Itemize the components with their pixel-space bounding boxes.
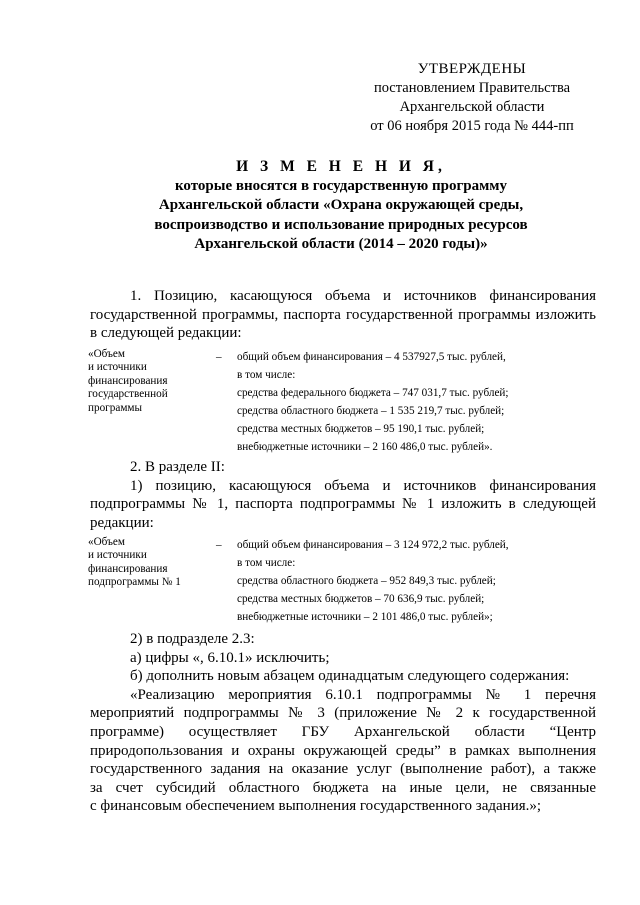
value-line: средства местных бюджетов – 70 636,9 тыс. рублей;: [237, 593, 485, 605]
financing-label: [88, 536, 188, 590]
label-line: и источники: [88, 361, 147, 374]
quote-line: с финансовым обеспечением выполнения государственного задания.»;: [90, 798, 542, 815]
financing-values: [237, 536, 597, 626]
quote-line: мероприятий подпрограммы № 3 (приложение № 2 к государственной: [90, 705, 596, 722]
label-line: программы: [88, 401, 142, 414]
dash-separator: –: [216, 539, 222, 551]
approval-line: постановлением Правительства: [373, 80, 571, 96]
title-line: воспроизводство и использование природных ресурсов: [154, 216, 528, 233]
paragraph-line: а) цифры «, 6.10.1» исключить;: [130, 649, 330, 666]
value-line: внебюджетные источники – 2 160 486,0 тыс. рублей».: [237, 441, 493, 453]
value-line: общий объем финансирования – 3 124 972,2 тыс. рублей,: [237, 539, 509, 551]
dash-separator: –: [216, 351, 222, 363]
paragraph-line: в следующей редакции:: [90, 325, 242, 342]
approval-heading: УТВЕРЖДЕНЫ: [417, 61, 527, 77]
title-main: И З М Е Н Е Н И Я,: [236, 158, 446, 175]
quote-line: «Реализацию мероприятия 6.10.1 подпрограммы № 1 перечня: [130, 686, 596, 703]
value-line: средства областного бюджета – 952 849,3 тыс. рублей;: [237, 575, 496, 587]
value-line: средства местных бюджетов – 95 190,1 тыс. рублей;: [237, 423, 485, 435]
label-line: финансирования: [88, 562, 168, 575]
label-line: финансирования: [88, 374, 168, 387]
title-line: Архангельской области «Охрана окружающей среды,: [158, 197, 524, 213]
document-title: [90, 157, 592, 255]
financing-block-2: [88, 536, 596, 628]
approval-line: от 06 ноября 2015 года № 444-пп: [370, 118, 574, 134]
item-1-paragraph: [90, 287, 596, 343]
value-line: в том числе:: [237, 557, 296, 569]
value-line: средства областного бюджета – 1 535 219,7 тыс. рублей;: [237, 405, 505, 417]
title-line: Архангельской области (2014 – 2020 годы)»: [194, 236, 488, 252]
label-line: «Объем: [88, 348, 125, 360]
financing-block-1: [88, 348, 596, 458]
paragraph-line: 2) в подразделе 2.3:: [130, 631, 255, 647]
paragraph-line: подпрограммы № 1, паспорта подпрограммы № 1 изложить в следующей: [90, 496, 596, 513]
financing-values: [237, 348, 597, 456]
paragraph-line: государственной программы, паспорта государственной программы изложить: [90, 306, 596, 323]
item-2-paragraph: [90, 458, 596, 532]
approval-line: Архангельской области: [399, 99, 545, 115]
label-line: и источники: [88, 549, 147, 562]
quote-line: программе) осуществляет ГБУ Архангельской области “Центр: [90, 723, 596, 740]
value-line: в том числе:: [237, 369, 296, 381]
paragraph-line: б) дополнить новым абзацем одинадцатым следующего содержания:: [130, 668, 570, 685]
value-line: средства федерального бюджета – 747 031,7 тыс. рублей;: [237, 387, 509, 399]
paragraph-line: 1. Позицию, касающуюся объема и источников финансирования: [130, 288, 596, 304]
quote-line: государственного задания на оказание услуг (выполнение работ), а также: [90, 761, 596, 778]
label-line: государственной: [88, 388, 168, 401]
value-line: внебюджетные источники – 2 101 486,0 тыс. рублей»;: [237, 611, 493, 623]
financing-label: [88, 348, 188, 415]
label-line: «Объем: [88, 536, 125, 548]
quote-line: природопользования и охраны окружающей среды” в рамках выполнения: [90, 742, 596, 759]
title-line: которые вносятся в государственную программу: [174, 177, 508, 194]
paragraph-line: 1) позицию, касающуюся объема и источников финансирования: [130, 477, 596, 494]
item-3-paragraph: [90, 630, 596, 816]
value-line: общий объем финансирования – 4 537927,5 тыс. рублей,: [237, 351, 506, 363]
paragraph-heading: 2. В разделе II:: [130, 459, 225, 475]
label-line: подпрограммы № 1: [88, 576, 181, 589]
approval-stamp: [350, 60, 594, 136]
paragraph-line: редакции:: [90, 514, 154, 531]
quote-line: за счет субсидий областного бюджета на иные цели, не связанные: [90, 779, 596, 796]
